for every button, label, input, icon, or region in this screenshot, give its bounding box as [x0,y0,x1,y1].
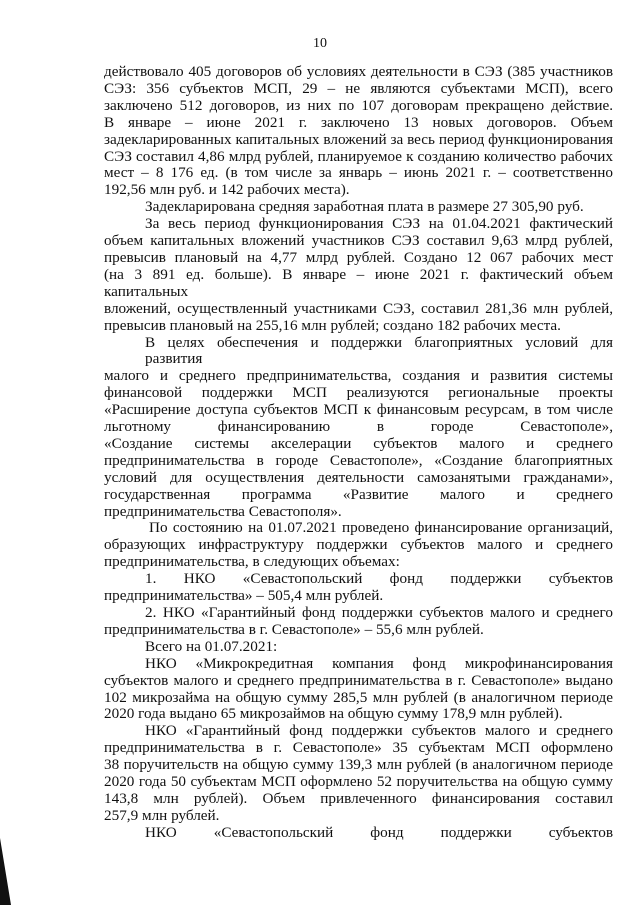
text-line: 38 поручительств на общую сумму 139,3 млн рублей (в аналогичном периоде [104,756,613,774]
text-line: НКО «Гарантийный фонд поддержки субъектов малого и среднего [145,722,613,740]
text-line: 2020 года выдано 65 микрозаймов на общую сумму 178,9 млн рублей). [104,705,563,723]
text-line: «Создание системы акселерации субъектов малого и среднего [104,434,613,452]
text-line: предпринимательства Севастополя». [104,502,342,520]
text-line: 2. НКО «Гарантийный фонд поддержки субъектов малого и среднего [145,604,613,621]
text-line: 102 микрозайма на общую сумму 285,5 млн рублей (в аналогичном периоде [104,688,613,706]
text-line: 1. НКО «Севастопольский фонд поддержки субъектов [145,570,613,588]
text-line: предпринимательства в г. Севастополе» – 55,6 млн рублей. [104,620,484,638]
text-line: СЭЗ: 356 субъектов МСП, 29 – не являются субъектами МСП), всего [104,79,613,97]
text-line: превысив плановый на 4,77 млрд рублей. Создано 12 067 рабочих мест [104,248,613,266]
text-line: НКО «Севастопольский фонд поддержки субъектов [145,823,613,841]
text-line: В целях обеспечения и поддержки благоприятных условий для развития [145,333,613,368]
text-line: В январе – июне 2021 г. заключено 13 новых договоров. Объем [104,113,613,131]
text-line: предпринимательства» – 505,4 млн рублей. [104,587,384,605]
text-line: СЭЗ составил 4,86 млрд рублей, планируемое к созданию количество рабочих [104,147,613,165]
text-line: образующих инфраструктуру поддержки субъектов малого и среднего [104,536,613,554]
scan-edge-mark [0,838,11,905]
text-line: малого и среднего предпринимательства, создания и развития системы [104,367,613,385]
text-line: По состоянию на 01.07.2021 проведено финансирование организаций, [149,519,613,537]
text-line: 192,56 млн руб. и 142 рабочих места). [104,181,350,199]
text-line: предпринимательства в г. Севастополе» 35 субъектам МСП оформлено [104,739,613,757]
page-number: 10 [313,36,327,51]
text-line: «Расширение доступа субъектов МСП к финансовым ресурсам, в том числе [104,401,613,419]
text-line: государственная программа «Развитие малого и среднего [104,485,613,503]
text-line: 143,8 млн рублей). Объем привлеченного финансирования составил [104,789,613,807]
text-line: мест – 8 176 ед. (в том числе за январь – июнь 2021 г. – соответственно [104,164,613,182]
text-line: 2020 года 50 субъектам МСП оформлено 52 поручительства на общую сумму [104,773,613,791]
text-line: Всего на 01.07.2021: [145,637,278,655]
text-line: предпринимательства в городе Севастополе», «Создание благоприятных [104,451,613,469]
text-line: условий для осуществления деятельности самозанятыми гражданами», [104,468,613,486]
text-line: Задекларирована средняя заработная плата в размере 27 305,90 руб. [145,198,584,216]
text-line: предпринимательства, в следующих объемах: [104,553,400,571]
text-line: (на 3 891 ед. больше). В январе – июне 2021 г. фактический объем капитальных [104,265,613,300]
text-line: 257,9 млн рублей. [104,806,220,824]
text-line: финансовой поддержки МСП реализуются региональные проекты [104,384,613,402]
text-line: объем капитальных вложений участников СЭЗ составил 9,63 млрд рублей, [104,232,613,250]
text-line: вложений, осуществленный участниками СЭЗ, составил 281,36 млн рублей, [104,299,613,317]
text-line: НКО «Микрокредитная компания фонд микрофинансирования [145,654,613,672]
text-line: задекларированных капитальных вложений за весь период функционирования [104,130,613,148]
text-line: За весь период функционирования СЭЗ на 01.04.2021 фактический [145,215,613,233]
document-body [104,64,613,842]
text-line: заключено 512 договоров, из них по 107 договорам прекращено действие. [104,96,613,114]
text-line: действовало 405 договоров об условиях деятельности в СЭЗ (385 участников [104,63,613,80]
text-line: субъектов малого и среднего предпринимательства в г. Севастополе» выдано [104,671,613,689]
text-line: превысив плановый на 255,16 млн рублей; создано 182 рабочих места. [104,316,561,334]
text-line: льготному финансированию в городе Севастополе», [104,418,613,436]
